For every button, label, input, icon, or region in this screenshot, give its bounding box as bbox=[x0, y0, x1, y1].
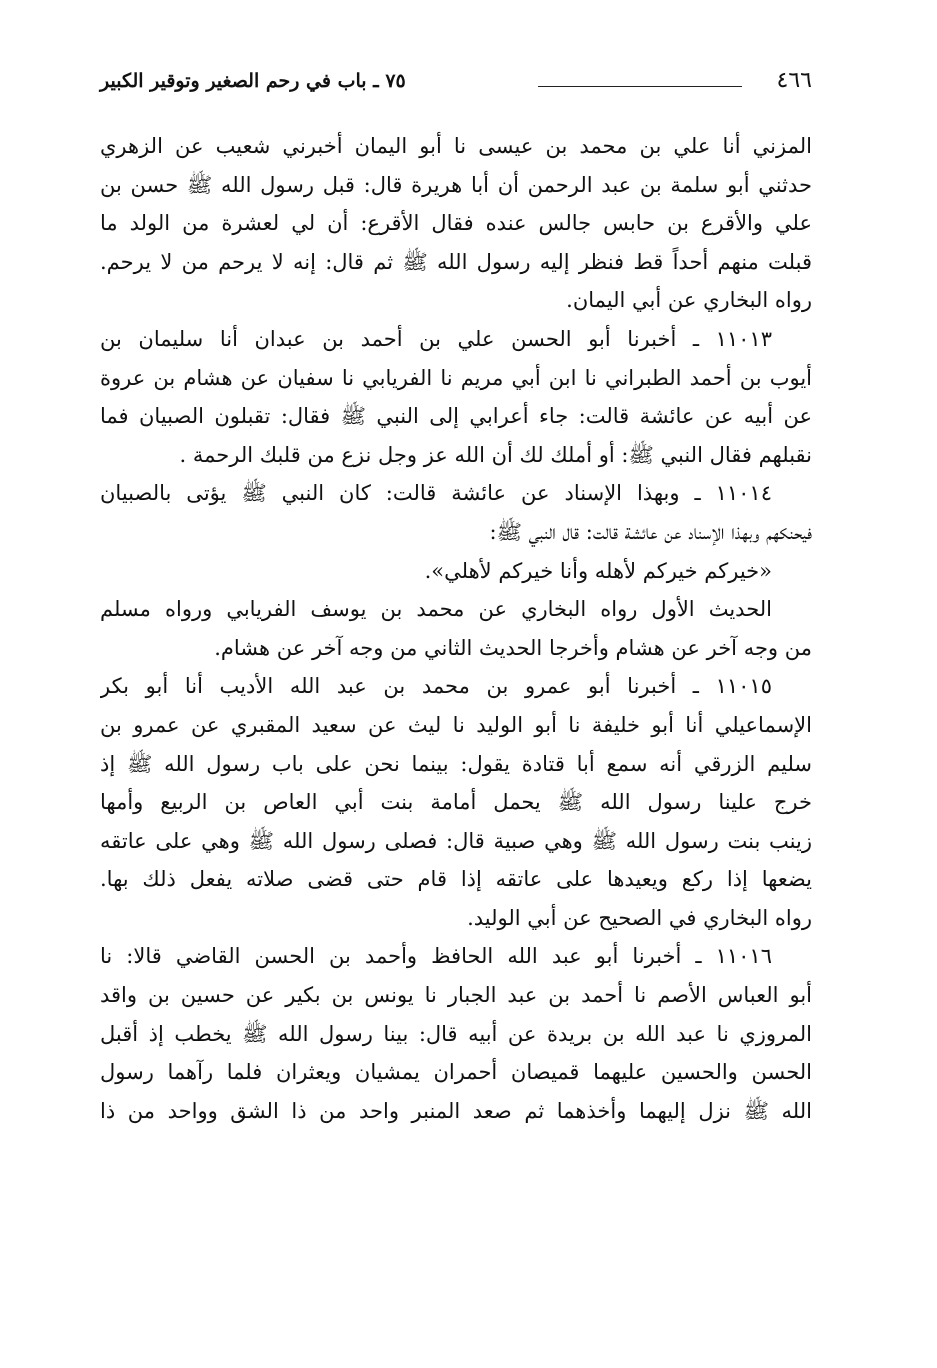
running-header bbox=[100, 66, 812, 96]
text-line: فيحنكهم وبهذا الإسناد عن عائشة قالت: قال النبي ﷺ: bbox=[489, 519, 812, 544]
text-line: الحسن والحسين عليهما قميصان أحمران يمشيان ويعثران فلما رآهما رسول bbox=[100, 1060, 812, 1085]
header-rule bbox=[538, 86, 742, 87]
text-line: رواه البخاري في الصحيح عن أبي الوليد. bbox=[467, 905, 812, 930]
text-line: ١١٠١٥ ـ أخبرنا أبو عمرو بن محمد بن عبد الله الأديب أنا أبو بكر bbox=[100, 674, 772, 699]
page-number: ٤٦٦ bbox=[776, 68, 812, 93]
text-line: الإسماعيلي أنا أبو خليفة نا أبو الوليد نا ليث عن سعيد المقبري عن عمرو بن bbox=[100, 712, 812, 737]
text-line: المروزي نا عبد الله بن بريدة عن أبيه قال: بينا رسول الله ﷺ يخطب إذ أقبل bbox=[100, 1021, 812, 1046]
text-line: ١١٠١٦ ـ أخبرنا أبو عبد الله الحافظ وأحمد بن الحسن القاضي قالا: نا bbox=[100, 944, 772, 969]
text-line: نقبلهم فقال النبي ﷺ: أو أملك لك أن الله عز وجل نزع من قلبك الرحمة . bbox=[179, 442, 812, 467]
text-line: «خيركم خيركم لأهله وأنا خيركم لأهلي». bbox=[424, 558, 772, 583]
text-line: الله ﷺ نزل إليهما وأخذهما ثم صعد المنبر واحد من ذا الشق وواحد من ذا bbox=[100, 1098, 812, 1123]
text-line: حدثني أبو سلمة بن عبد الرحمن أن أبا هريرة قال: قبل رسول الله ﷺ حسن بن bbox=[100, 172, 812, 197]
text-line: عن أبيه عن عائشة قالت: جاء أعرابي إلى النبي ﷺ فقال: تقبلون الصبيان فما bbox=[100, 404, 812, 429]
text-line: رواه البخاري عن أبي اليمان. bbox=[566, 288, 812, 313]
text-line: الحديث الأول رواه البخاري عن محمد بن يوسف الفريابي ورواه مسلم bbox=[100, 597, 772, 622]
text-line: قبلت منهم أحداً قط فنظر إليه رسول الله ﷺ ثم قال: إنه لا يرحم من لا يرحم. bbox=[100, 249, 812, 274]
text-line: أبو العباس الأصم نا أحمد بن عبد الجبار نا يونس بن بكير عن حسين بن واقد bbox=[100, 983, 812, 1008]
text-line: علي والأقرع بن حابس جالس عنده فقال الأقرع: أن لي لعشرة من الولد ما bbox=[100, 211, 812, 236]
text-line: يضعها إذا ركع ويعيدها على عاتقه إذا قام حتى قضى صلاته يفعل ذلك بها. bbox=[100, 867, 812, 892]
text-line: ١١٠١٤ ـ وبهذا الإسناد عن عائشة قالت: كان النبي ﷺ يؤتى بالصبيان bbox=[100, 481, 772, 506]
chapter-title: ٧٥ ـ باب في رحم الصغير وتوقير الكبير bbox=[100, 70, 406, 92]
text-line: زينب بنت رسول الله ﷺ وهي صبية قال: فصلى رسول الله ﷺ وهي على عاتقه bbox=[100, 828, 812, 853]
text-line: ١١٠١٣ ـ أخبرنا أبو الحسن علي بن أحمد بن عبدان أنا سليمان بن bbox=[100, 326, 772, 351]
text-line: أيوب بن أحمد الطبراني نا ابن أبي مريم نا الفريابي نا سفيان عن هشام بن عروة bbox=[100, 365, 812, 390]
text-line: خرج علينا رسول الله ﷺ يحمل أمامة بنت أبي العاص بن الربيع وأمها bbox=[100, 790, 812, 815]
text-line: من وجه آخر عن هشام وأخرجا الحديث الثاني من وجه آخر عن هشام. bbox=[214, 635, 812, 660]
text-line: المزني أنا علي بن محمد بن عيسى نا أبو اليمان أخبرني شعيب عن الزهري bbox=[100, 134, 812, 158]
text-line: سليم الزرقي أنه سمع أبا قتادة يقول: بينما نحن على باب رسول الله ﷺ إذ bbox=[100, 751, 812, 776]
hadith-text-body bbox=[100, 127, 812, 1130]
